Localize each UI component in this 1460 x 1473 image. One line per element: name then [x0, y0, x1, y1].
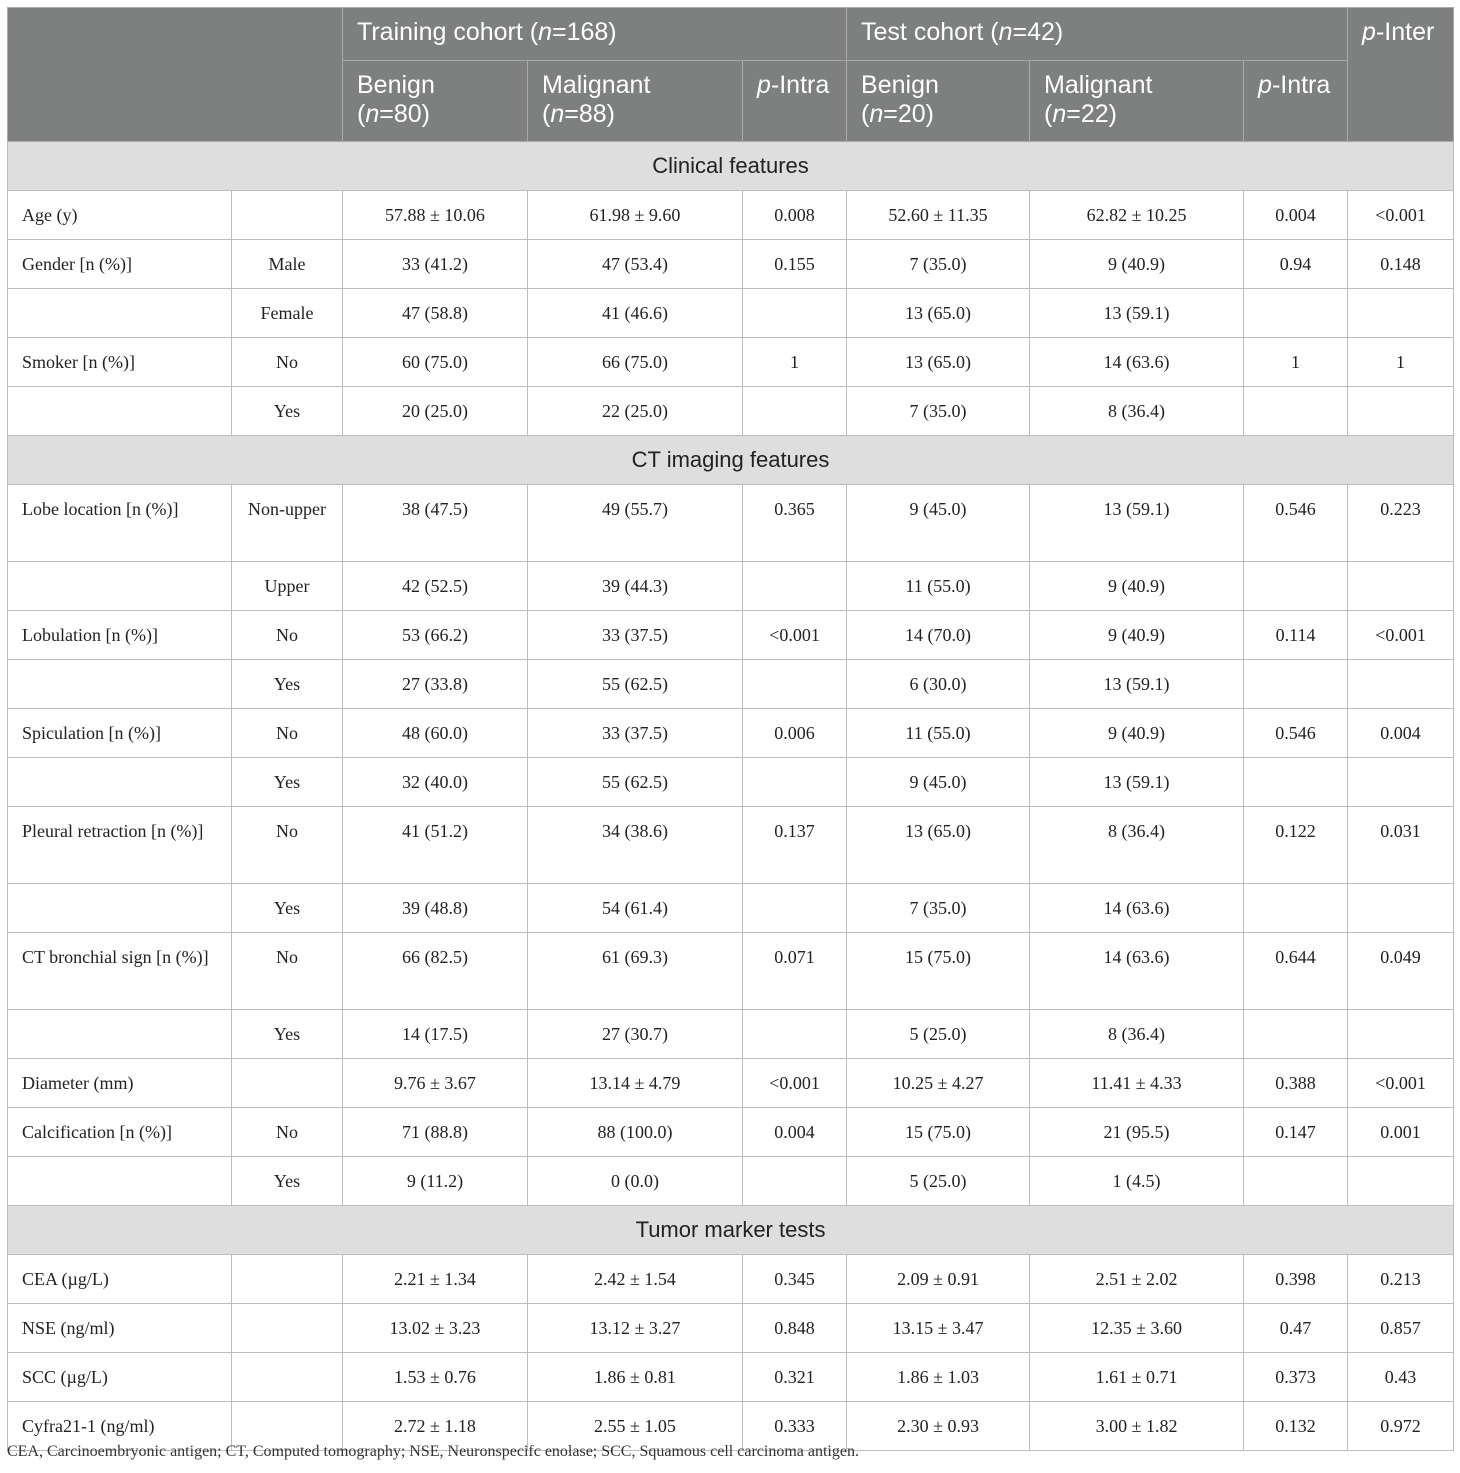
table-cell: 0.071	[743, 933, 847, 1010]
table-cell: 0.137	[743, 807, 847, 884]
row-label	[8, 387, 232, 436]
table-cell: 11 (55.0)	[847, 709, 1030, 758]
table-cell: 0.43	[1348, 1353, 1454, 1402]
table-row	[8, 1304, 1454, 1353]
table-cell: 9 (11.2)	[343, 1157, 528, 1206]
table-cell: 13.15 ± 3.47	[847, 1304, 1030, 1353]
table-cell: 2.09 ± 0.91	[847, 1255, 1030, 1304]
table-cell: 54 (61.4)	[528, 884, 743, 933]
table-cell: 9 (40.9)	[1030, 611, 1244, 660]
table-cell: 6 (30.0)	[847, 660, 1030, 709]
table-cell	[743, 1157, 847, 1206]
table-cell: 0.114	[1244, 611, 1348, 660]
table-cell: 41 (46.6)	[528, 289, 743, 338]
table-cell: 0.333	[743, 1402, 847, 1451]
table-cell: 33 (41.2)	[343, 240, 528, 289]
table-cell	[743, 562, 847, 611]
section-row	[8, 142, 1454, 191]
row-label	[8, 289, 232, 338]
table-cell: 49 (55.7)	[528, 485, 743, 562]
table-cell: 71 (88.8)	[343, 1108, 528, 1157]
table-cell: 0.546	[1244, 709, 1348, 758]
row-label: CEA (µg/L)	[8, 1255, 232, 1304]
table-cell: 13.14 ± 4.79	[528, 1059, 743, 1108]
table-row	[8, 709, 1454, 758]
row-label	[8, 758, 232, 807]
table-cell: 7 (35.0)	[847, 240, 1030, 289]
table-cell: 1.86 ± 0.81	[528, 1353, 743, 1402]
table-cell	[1244, 1010, 1348, 1059]
table-cell	[743, 289, 847, 338]
row-label: Diameter (mm)	[8, 1059, 232, 1108]
table-row	[8, 338, 1454, 387]
table-cell: 39 (44.3)	[528, 562, 743, 611]
table-cell: 7 (35.0)	[847, 387, 1030, 436]
table-cell: 1.53 ± 0.76	[343, 1353, 528, 1402]
table-cell: 0.004	[1244, 191, 1348, 240]
table-header	[8, 8, 1454, 142]
row-label	[8, 660, 232, 709]
table-cell	[1348, 289, 1454, 338]
table-cell: 38 (47.5)	[343, 485, 528, 562]
row-label: Lobe location [n (%)]	[8, 485, 232, 562]
table-row	[8, 1255, 1454, 1304]
table-cell: 0.321	[743, 1353, 847, 1402]
row-label: NSE (ng/ml)	[8, 1304, 232, 1353]
table-cell	[743, 387, 847, 436]
row-label	[8, 562, 232, 611]
table-cell: 39 (48.8)	[343, 884, 528, 933]
table-cell: 8 (36.4)	[1030, 1010, 1244, 1059]
row-sublabel: Male	[232, 240, 343, 289]
header-malignant-test: Malignant (n=22)	[1030, 61, 1244, 142]
table-cell: 34 (38.6)	[528, 807, 743, 884]
table-cell: 0.546	[1244, 485, 1348, 562]
table-cell: 0.004	[743, 1108, 847, 1157]
table-cell: 1.86 ± 1.03	[847, 1353, 1030, 1402]
header-empty-corner	[8, 8, 343, 142]
table-cell	[1244, 562, 1348, 611]
table-cell: 1	[743, 338, 847, 387]
table-cell: 66 (75.0)	[528, 338, 743, 387]
table-cell: 2.51 ± 2.02	[1030, 1255, 1244, 1304]
table-cell	[1244, 387, 1348, 436]
table-cell: 9 (45.0)	[847, 758, 1030, 807]
table-cell: 2.72 ± 1.18	[343, 1402, 528, 1451]
table-cell: 12.35 ± 3.60	[1030, 1304, 1244, 1353]
table-cell: 47 (53.4)	[528, 240, 743, 289]
row-sublabel: Yes	[232, 884, 343, 933]
table-cell	[1348, 660, 1454, 709]
section-title: Tumor marker tests	[8, 1206, 1454, 1255]
table-cell: 61.98 ± 9.60	[528, 191, 743, 240]
row-label: Age (y)	[8, 191, 232, 240]
table-cell: 60 (75.0)	[343, 338, 528, 387]
table-cell: 3.00 ± 1.82	[1030, 1402, 1244, 1451]
table-cell: 0.223	[1348, 485, 1454, 562]
row-sublabel: Upper	[232, 562, 343, 611]
table-row	[8, 807, 1454, 884]
table-cell: 0 (0.0)	[528, 1157, 743, 1206]
row-sublabel: No	[232, 611, 343, 660]
table-cell: 9 (40.9)	[1030, 240, 1244, 289]
table-cell: 33 (37.5)	[528, 611, 743, 660]
table-cell: 55 (62.5)	[528, 758, 743, 807]
table-cell: 0.122	[1244, 807, 1348, 884]
row-label: Calcification [n (%)]	[8, 1108, 232, 1157]
table-cell: 9 (40.9)	[1030, 709, 1244, 758]
header-p-intra-training: p-Intra	[743, 61, 847, 142]
table-cell: 1.61 ± 0.71	[1030, 1353, 1244, 1402]
table-cell: 1	[1348, 338, 1454, 387]
table-body	[8, 142, 1454, 1451]
table-cell: 66 (82.5)	[343, 933, 528, 1010]
header-test-cohort: Test cohort (n=42)	[847, 8, 1348, 61]
header-p-inter: p-Inter	[1348, 8, 1454, 142]
table-cell: 15 (75.0)	[847, 933, 1030, 1010]
table-row	[8, 1157, 1454, 1206]
table-cell: 47 (58.8)	[343, 289, 528, 338]
table-row	[8, 1059, 1454, 1108]
row-sublabel: Yes	[232, 660, 343, 709]
table-row	[8, 611, 1454, 660]
table-cell: <0.001	[1348, 611, 1454, 660]
table-row	[8, 191, 1454, 240]
table-cell: 14 (63.6)	[1030, 338, 1244, 387]
table-cell: <0.001	[743, 1059, 847, 1108]
table-cell: 13 (65.0)	[847, 338, 1030, 387]
table-cell: 14 (17.5)	[343, 1010, 528, 1059]
row-label	[8, 1157, 232, 1206]
table-row	[8, 240, 1454, 289]
table-cell	[743, 884, 847, 933]
table-cell: 13 (59.1)	[1030, 660, 1244, 709]
table-row	[8, 1010, 1454, 1059]
table-cell: 33 (37.5)	[528, 709, 743, 758]
table-row	[8, 1353, 1454, 1402]
table-cell: 0.972	[1348, 1402, 1454, 1451]
table-cell: 0.001	[1348, 1108, 1454, 1157]
row-sublabel	[232, 191, 343, 240]
table-cell: 14 (63.6)	[1030, 884, 1244, 933]
table-row	[8, 1108, 1454, 1157]
table-cell: 22 (25.0)	[528, 387, 743, 436]
table-cell	[1348, 884, 1454, 933]
table-row	[8, 485, 1454, 562]
table-cell: 0.006	[743, 709, 847, 758]
table-cell: 14 (63.6)	[1030, 933, 1244, 1010]
table-cell: <0.001	[1348, 191, 1454, 240]
table-cell: 13.02 ± 3.23	[343, 1304, 528, 1353]
row-label: Spiculation [n (%)]	[8, 709, 232, 758]
row-label: Pleural retraction [n (%)]	[8, 807, 232, 884]
row-label: Lobulation [n (%)]	[8, 611, 232, 660]
table-cell: 62.82 ± 10.25	[1030, 191, 1244, 240]
table-cell: 61 (69.3)	[528, 933, 743, 1010]
table-cell: 10.25 ± 4.27	[847, 1059, 1030, 1108]
table-cell: 0.398	[1244, 1255, 1348, 1304]
row-sublabel: No	[232, 1108, 343, 1157]
table-cell: 42 (52.5)	[343, 562, 528, 611]
row-sublabel: No	[232, 807, 343, 884]
table-cell: 0.004	[1348, 709, 1454, 758]
table-cell: 14 (70.0)	[847, 611, 1030, 660]
row-sublabel	[232, 1353, 343, 1402]
table-cell	[743, 660, 847, 709]
section-title: Clinical features	[8, 142, 1454, 191]
table-cell: <0.001	[743, 611, 847, 660]
table-cell: 27 (30.7)	[528, 1010, 743, 1059]
row-sublabel	[232, 1059, 343, 1108]
table-cell: 0.47	[1244, 1304, 1348, 1353]
header-p-intra-test: p-Intra	[1244, 61, 1348, 142]
table-cell: 27 (33.8)	[343, 660, 528, 709]
table-cell: 2.21 ± 1.34	[343, 1255, 528, 1304]
table-cell: <0.001	[1348, 1059, 1454, 1108]
table-cell	[1348, 1157, 1454, 1206]
row-sublabel: Non-upper	[232, 485, 343, 562]
table-cell: 9 (40.9)	[1030, 562, 1244, 611]
table-cell: 0.345	[743, 1255, 847, 1304]
table-cell: 2.30 ± 0.93	[847, 1402, 1030, 1451]
row-sublabel: No	[232, 338, 343, 387]
row-label: SCC (µg/L)	[8, 1353, 232, 1402]
table-cell: 0.848	[743, 1304, 847, 1353]
section-row	[8, 436, 1454, 485]
data-table	[7, 7, 1454, 1451]
table-container	[7, 7, 1453, 1451]
table-cell: 8 (36.4)	[1030, 807, 1244, 884]
table-cell: 52.60 ± 11.35	[847, 191, 1030, 240]
table-cell: 11 (55.0)	[847, 562, 1030, 611]
table-cell: 5 (25.0)	[847, 1010, 1030, 1059]
table-cell: 8 (36.4)	[1030, 387, 1244, 436]
table-cell: 0.148	[1348, 240, 1454, 289]
table-footnote: CEA, Carcinoembryonic antigen; CT, Computed tomography; NSE, Neuronspecifc enolase; SCC, Squamous cell carcinoma antigen.	[7, 1443, 859, 1460]
table-cell: 1	[1244, 338, 1348, 387]
row-label	[8, 884, 232, 933]
header-benign-test: Benign (n=20)	[847, 61, 1030, 142]
table-cell: 0.365	[743, 485, 847, 562]
table-row	[8, 387, 1454, 436]
table-cell: 1 (4.5)	[1030, 1157, 1244, 1206]
table-cell: 0.132	[1244, 1402, 1348, 1451]
row-label: CT bronchial sign [n (%)]	[8, 933, 232, 1010]
table-cell: 11.41 ± 4.33	[1030, 1059, 1244, 1108]
table-cell	[1244, 289, 1348, 338]
table-cell: 53 (66.2)	[343, 611, 528, 660]
table-cell	[743, 1010, 847, 1059]
table-row	[8, 660, 1454, 709]
table-cell: 13.12 ± 3.27	[528, 1304, 743, 1353]
table-cell: 0.94	[1244, 240, 1348, 289]
row-label: Gender [n (%)]	[8, 240, 232, 289]
table-cell: 9 (45.0)	[847, 485, 1030, 562]
table-cell: 0.155	[743, 240, 847, 289]
table-cell: 41 (51.2)	[343, 807, 528, 884]
table-cell: 13 (65.0)	[847, 289, 1030, 338]
table-cell: 0.213	[1348, 1255, 1454, 1304]
table-row	[8, 758, 1454, 807]
table-cell: 5 (25.0)	[847, 1157, 1030, 1206]
table-cell	[1348, 387, 1454, 436]
row-label: Cyfra21-1 (ng/ml)	[8, 1402, 232, 1451]
table-cell: 15 (75.0)	[847, 1108, 1030, 1157]
table-cell	[1244, 884, 1348, 933]
table-cell: 0.644	[1244, 933, 1348, 1010]
table-cell: 0.008	[743, 191, 847, 240]
row-sublabel: Yes	[232, 387, 343, 436]
header-training-cohort: Training cohort (n=168)	[343, 8, 847, 61]
row-sublabel: Yes	[232, 1157, 343, 1206]
table-cell	[1348, 758, 1454, 807]
table-cell: 2.42 ± 1.54	[528, 1255, 743, 1304]
row-sublabel: Yes	[232, 1010, 343, 1059]
table-cell: 13 (65.0)	[847, 807, 1030, 884]
table-row	[8, 289, 1454, 338]
table-row	[8, 933, 1454, 1010]
table-cell: 21 (95.5)	[1030, 1108, 1244, 1157]
table-cell: 2.55 ± 1.05	[528, 1402, 743, 1451]
table-cell	[1244, 758, 1348, 807]
table-cell: 7 (35.0)	[847, 884, 1030, 933]
table-cell: 0.388	[1244, 1059, 1348, 1108]
row-sublabel: Female	[232, 289, 343, 338]
header-malignant-training: Malignant (n=88)	[528, 61, 743, 142]
row-label	[8, 1010, 232, 1059]
table-cell: 13 (59.1)	[1030, 289, 1244, 338]
table-cell: 0.147	[1244, 1108, 1348, 1157]
table-cell: 0.031	[1348, 807, 1454, 884]
table-row	[8, 884, 1454, 933]
table-cell: 13 (59.1)	[1030, 758, 1244, 807]
table-cell: 55 (62.5)	[528, 660, 743, 709]
table-cell: 20 (25.0)	[343, 387, 528, 436]
table-cell: 32 (40.0)	[343, 758, 528, 807]
table-cell: 0.049	[1348, 933, 1454, 1010]
table-cell	[1348, 562, 1454, 611]
header-benign-training: Benign (n=80)	[343, 61, 528, 142]
table-cell: 88 (100.0)	[528, 1108, 743, 1157]
row-sublabel	[232, 1255, 343, 1304]
table-row	[8, 562, 1454, 611]
row-sublabel	[232, 1304, 343, 1353]
table-cell: 13 (59.1)	[1030, 485, 1244, 562]
table-cell	[1244, 660, 1348, 709]
table-cell: 48 (60.0)	[343, 709, 528, 758]
row-sublabel: Yes	[232, 758, 343, 807]
table-cell: 57.88 ± 10.06	[343, 191, 528, 240]
table-cell	[1348, 1010, 1454, 1059]
table-cell: 9.76 ± 3.67	[343, 1059, 528, 1108]
table-cell: 0.373	[1244, 1353, 1348, 1402]
section-title: CT imaging features	[8, 436, 1454, 485]
row-sublabel: No	[232, 709, 343, 758]
row-label: Smoker [n (%)]	[8, 338, 232, 387]
table-cell	[743, 758, 847, 807]
table-cell	[1244, 1157, 1348, 1206]
row-sublabel: No	[232, 933, 343, 1010]
section-row	[8, 1206, 1454, 1255]
table-cell: 0.857	[1348, 1304, 1454, 1353]
